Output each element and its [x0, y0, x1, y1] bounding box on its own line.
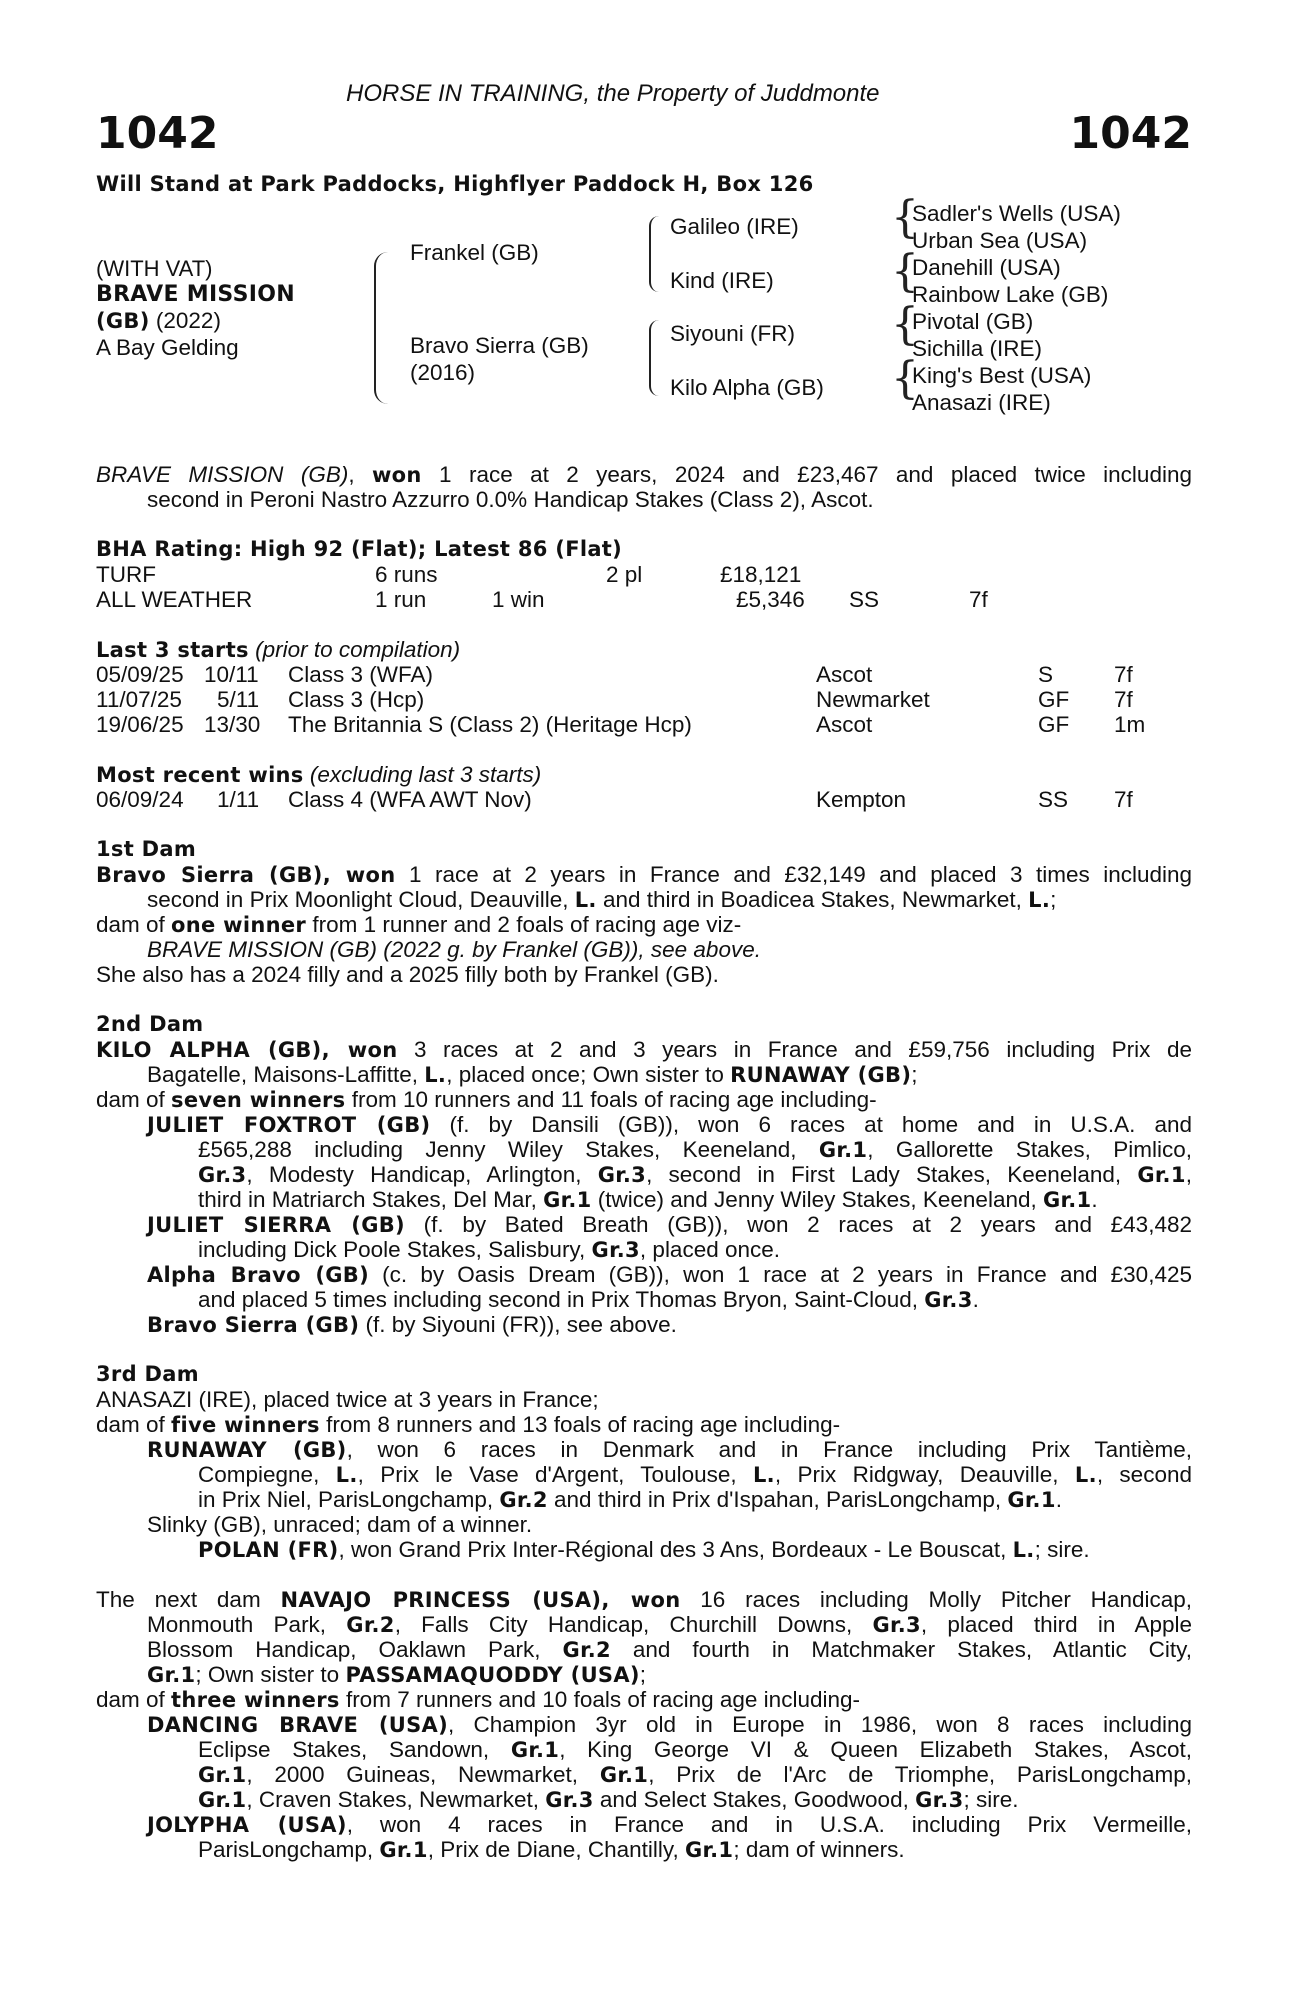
rating-surface: TURF [96, 562, 156, 587]
listed-marker: L. [574, 888, 597, 912]
progeny-text: , second [1096, 1462, 1192, 1487]
dam1-text: from 1 runner and 2 foals of racing age viz- [306, 912, 742, 937]
race-going: S [1038, 662, 1054, 687]
polan-line [198, 1537, 1090, 1563]
summary-line-2: second in Peroni Nastro Azzurro 0.0% Handicap Stakes (Class 2), Ascot. [147, 487, 874, 512]
next-dam-line-4 [147, 1662, 646, 1688]
race-course: Ascot [816, 662, 873, 687]
jolypha-line-1 [147, 1812, 1192, 1838]
progeny-text: , won Grand Prix Inter-Régional des 3 Ans, Bordeaux - Le Bouscat, [338, 1537, 1013, 1562]
dam1-line-1 [96, 862, 1192, 888]
dam1-name: Bravo Sierra (GB), won [96, 863, 396, 887]
progeny-name: Bravo Sierra (GB) [147, 1313, 360, 1337]
jolypha-line-2 [198, 1837, 905, 1863]
race-name: Class 4 (WFA AWT Nov) [288, 787, 532, 812]
race-date: 06/09/24 [96, 787, 184, 812]
progeny-text: in Prix Niel, ParisLongchamp, [198, 1487, 500, 1512]
progeny-text: (f. by Siyouni (FR)), see above. [359, 1312, 677, 1337]
race-course: Ascot [816, 712, 873, 737]
progeny-text: Compiegne, [198, 1462, 336, 1487]
group-marker: Gr.3 [198, 1163, 247, 1187]
runaway-line-1 [147, 1437, 1192, 1463]
pedigree-sire: Frankel (GB) [410, 240, 539, 265]
dam3-line-1: ANASAZI (IRE), placed twice at 3 years in France; [96, 1387, 599, 1412]
race-going: GF [1038, 712, 1070, 737]
progeny-text: , Modesty Handicap, Arlington, [246, 1162, 598, 1187]
dam2-text: ; [911, 1062, 918, 1087]
progeny-text: third in Matriarch Stakes, Del Mar, [198, 1187, 544, 1212]
dam2-heading: 2nd Dam [96, 1012, 204, 1036]
juliet-foxtrot-line-3 [198, 1162, 1192, 1188]
next-dam-text: Blossom Handicap, Oaklawn Park, [147, 1637, 563, 1662]
dam1-text: ; [1050, 887, 1057, 912]
pedigree-gg-1: Sadler's Wells (USA) [912, 201, 1121, 226]
group-marker: Gr.3 [872, 1613, 921, 1637]
progeny-text: . [1091, 1187, 1098, 1212]
dam3-heading: 3rd Dam [96, 1362, 199, 1386]
next-dam-text: Monmouth Park, [147, 1612, 347, 1637]
pedigree-sire-dam: Kind (IRE) [670, 268, 774, 293]
progeny-text: ; sire. [1034, 1537, 1090, 1562]
summary-won: won [371, 463, 422, 487]
page-header-title: HORSE IN TRAINING, the Property of Juddmonte [346, 80, 880, 107]
group-marker: Gr.3 [597, 1163, 647, 1187]
next-dam-line-2 [147, 1612, 1192, 1638]
progeny-text: and placed 5 times including second in Prix Thomas Bryon, Saint-Cloud, [198, 1287, 925, 1312]
progeny-name: RUNAWAY (GB) [147, 1438, 347, 1462]
pedigree-gg-8: Anasazi (IRE) [912, 390, 1051, 415]
group-marker: Gr.1 [510, 1738, 560, 1762]
horse-description: A Bay Gelding [96, 335, 239, 360]
juliet-foxtrot-line-2 [198, 1137, 1192, 1163]
dam2-text: dam of [96, 1087, 172, 1112]
pedigree-gg-7: King's Best (USA) [912, 363, 1092, 388]
race-date: 19/06/25 [96, 712, 184, 737]
recent-wins-title: Most recent wins [96, 763, 304, 787]
race-distance: 7f [1114, 687, 1133, 712]
sire-brace [649, 216, 659, 292]
rating-going: SS [849, 587, 880, 612]
dam1-heading: 1st Dam [96, 837, 197, 861]
dam2-name: KILO ALPHA (GB), won [96, 1038, 398, 1062]
dam1-line-3 [96, 912, 741, 938]
juliet-sierra-line-2 [198, 1237, 780, 1263]
progeny-text: , Prix de l'Arc de Triomphe, ParisLongchamp, [648, 1762, 1192, 1787]
gg-brace-4: { [891, 353, 919, 404]
dam2-text: 3 races at 2 and 3 years in France and £59,756 including Prix de [397, 1037, 1192, 1062]
progeny-text: ; sire. [963, 1787, 1019, 1812]
listed-marker: L. [335, 1463, 358, 1487]
group-marker: Gr.3 [591, 1238, 640, 1262]
progeny-text: , [1185, 1162, 1192, 1187]
dam1-line-4: BRAVE MISSION (GB) (2022 g. by Frankel (GB)), see above. [147, 937, 761, 962]
recent-wins-note: (excluding last 3 starts) [303, 762, 542, 787]
progeny-text: , Prix le Vase d'Argent, Toulouse, [357, 1462, 753, 1487]
dam1-winners: one winner [171, 913, 307, 937]
race-name: The Britannia S (Class 2) (Heritage Hcp) [288, 712, 692, 737]
progeny-text: (twice) and Jenny Wiley Stakes, Keeneland, [591, 1187, 1043, 1212]
progeny-name: DANCING BRAVE (USA) [147, 1713, 448, 1737]
pedigree-dam-dam: Kilo Alpha (GB) [670, 375, 824, 400]
pedigree-gg-4: Rainbow Lake (GB) [912, 282, 1109, 307]
juliet-foxtrot-line-1 [147, 1112, 1192, 1138]
dancing-brave-line-4 [198, 1787, 1019, 1813]
group-marker: Gr.2 [346, 1613, 395, 1637]
summary-text-1: 1 race at 2 years, 2024 and £23,467 and placed twice including [421, 462, 1192, 487]
dam3-winners: five winners [171, 1413, 320, 1437]
rating-runs: 1 run [375, 587, 427, 612]
summary-horse-name: BRAVE MISSION (GB) [96, 462, 349, 487]
next-dam-text: , placed third in Apple [920, 1612, 1192, 1637]
group-marker: Gr.3 [924, 1288, 973, 1312]
progeny-text: , Gallorette Stakes, Pimlico, [867, 1137, 1193, 1162]
slinky-line: Slinky (GB), unraced; dam of a winner. [147, 1512, 533, 1537]
dam3-text: from 8 runners and 13 foals of racing age including- [319, 1412, 841, 1437]
next-dam-text: , Falls City Handicap, Churchill Downs, [394, 1612, 873, 1637]
dam1-text: 1 race at 2 years in France and £32,149 and placed 3 times including [395, 862, 1193, 887]
dam2-line-2 [96, 1062, 918, 1088]
pedigree-gg-2: Urban Sea (USA) [912, 228, 1088, 253]
group-marker: Gr.3 [915, 1788, 964, 1812]
progeny-text: Eclipse Stakes, Sandown, [198, 1737, 511, 1762]
progeny-text: ; dam of winners. [733, 1837, 905, 1862]
pedigree-gg-3: Danehill (USA) [912, 255, 1061, 280]
progeny-text: , Prix de Diane, Chantilly, [427, 1837, 685, 1862]
rating-prize: £5,346 [736, 587, 805, 612]
runaway-line-3 [198, 1487, 1062, 1513]
progeny-text: , placed once. [639, 1237, 781, 1262]
group-marker: Gr.1 [599, 1763, 649, 1787]
alpha-bravo-line-1 [147, 1262, 1192, 1288]
rating-placed: 2 pl [606, 562, 643, 587]
listed-marker: L. [1074, 1463, 1097, 1487]
progeny-text: and third in Prix d'Ispahan, ParisLongchamp, [547, 1487, 1008, 1512]
next-dam-winners: three winners [171, 1688, 340, 1712]
pedigree-gg-6: Sichilla (IRE) [912, 336, 1043, 361]
race-distance: 7f [1114, 787, 1133, 812]
progeny-text: , King George VI & Queen Elizabeth Stakes, Ascot, [559, 1737, 1192, 1762]
pedigree-gg-5: Pivotal (GB) [912, 309, 1034, 334]
next-dam-line-1 [96, 1587, 1192, 1613]
dam1-line-2 [96, 887, 1056, 913]
next-dam-line-5 [96, 1687, 860, 1713]
race-position: 1/11 [217, 787, 260, 812]
progeny-text: (c. by Oasis Dream (GB)), won 1 race at 2 years in France and £30,425 [368, 1262, 1192, 1287]
progeny-text: and Select Stakes, Goodwood, [593, 1787, 916, 1812]
group-marker: Gr.1 [1043, 1188, 1092, 1212]
rating-distance: 7f [969, 587, 988, 612]
rating-surface: ALL WEATHER [96, 587, 253, 612]
progeny-text: , 2000 Guineas, Newmarket, [246, 1762, 600, 1787]
next-dam-text: The next dam [96, 1587, 281, 1612]
pedigree-main-brace [374, 252, 388, 404]
group-marker: Gr.2 [499, 1488, 548, 1512]
progeny-text: , Champion 3yr old in Europe in 1986, won 8 races including [447, 1712, 1192, 1737]
group-marker: Gr.1 [684, 1838, 734, 1862]
group-marker: Gr.3 [545, 1788, 594, 1812]
race-going: SS [1038, 787, 1069, 812]
race-position: 5/11 [217, 687, 260, 712]
rating-prize: £18,121 [720, 562, 802, 587]
race-distance: 1m [1114, 712, 1146, 737]
progeny-text: including Dick Poole Stakes, Salisbury, [198, 1237, 592, 1262]
next-dam-line-3 [147, 1637, 1192, 1663]
group-marker: Gr.1 [543, 1188, 592, 1212]
next-dam-text: dam of [96, 1687, 172, 1712]
race-date: 11/07/25 [96, 687, 182, 712]
dam3-line-2 [96, 1412, 840, 1438]
juliet-foxtrot-line-4 [198, 1187, 1098, 1213]
progeny-text: . [972, 1287, 979, 1312]
group-marker: Gr.1 [147, 1663, 196, 1687]
progeny-name: Alpha Bravo (GB) [147, 1263, 369, 1287]
listed-marker: L. [1012, 1538, 1035, 1562]
progeny-name: JULIET FOXTROT (GB) [147, 1113, 431, 1137]
progeny-name: JULIET SIERRA (GB) [147, 1213, 405, 1237]
next-dam-text: ; Own sister to [195, 1662, 346, 1687]
juliet-sierra-line-1 [147, 1212, 1192, 1238]
pedigree-dam-sire: Siyouni (FR) [670, 321, 796, 346]
race-date: 05/09/25 [96, 662, 184, 687]
last3-title: Last 3 starts [96, 638, 249, 662]
race-name: Class 3 (WFA) [288, 662, 434, 687]
progeny-text: , second in First Lady Stakes, Keeneland, [646, 1162, 1138, 1187]
next-dam-text: and fourth in Matchmaker Stakes, Atlantic City, [610, 1637, 1192, 1662]
dancing-brave-line-1 [147, 1712, 1192, 1738]
horse-year: (2022) [149, 308, 221, 333]
horse-country: (GB) [96, 309, 150, 333]
sibling-name: RUNAWAY (GB) [730, 1063, 912, 1087]
dam1-text: second in Prix Moonlight Cloud, Deauville, [147, 887, 575, 912]
dancing-brave-line-2 [198, 1737, 1192, 1763]
rating-runs: 6 runs [375, 562, 438, 587]
lot-number-left: 1042 [96, 108, 219, 159]
dam2-line-1 [96, 1037, 1192, 1063]
dam2-text: , placed once; Own sister to [446, 1062, 731, 1087]
horse-country-year [96, 308, 221, 334]
pedigree-dam: Bravo Sierra (GB) [410, 333, 589, 358]
progeny-text: , Craven Stakes, Newmarket, [246, 1787, 546, 1812]
lot-number-right: 1042 [1069, 108, 1192, 159]
dancing-brave-line-3 [198, 1762, 1192, 1788]
group-marker: Gr.1 [1137, 1163, 1186, 1187]
progeny-text: , won 6 races in Denmark and in France including Prix Tantième, [346, 1437, 1192, 1462]
progeny-text: ParisLongchamp, [198, 1837, 380, 1862]
last3-heading [96, 637, 460, 663]
group-marker: Gr.1 [818, 1138, 868, 1162]
group-marker: Gr.1 [379, 1838, 428, 1862]
group-marker: Gr.1 [1007, 1488, 1056, 1512]
listed-marker: L. [424, 1063, 447, 1087]
listed-marker: L. [1028, 888, 1051, 912]
dam1-text: and third in Boadicea Stakes, Newmarket, [596, 887, 1029, 912]
dam2-text: from 10 runners and 11 foals of racing age including- [345, 1087, 877, 1112]
group-marker: Gr.1 [198, 1788, 247, 1812]
progeny-name: POLAN (FR) [198, 1538, 339, 1562]
pedigree-sire-sire: Galileo (IRE) [670, 214, 799, 239]
gg-brace-2: { [891, 246, 919, 297]
race-position: 10/11 [204, 662, 259, 687]
dam3-text: dam of [96, 1412, 172, 1437]
listed-marker: L. [752, 1463, 775, 1487]
summary-line-1: BRAVE MISSION (GB), won 1 race at 2 years, 2024 and £23,467 and placed twice including [96, 462, 1192, 487]
horse-name: BRAVE MISSION [96, 282, 295, 307]
gg-brace-3: { [891, 299, 919, 350]
alpha-bravo-line-2 [198, 1287, 979, 1313]
race-name: Class 3 (Hcp) [288, 687, 425, 712]
progeny-text: (f. by Dansili (GB)), won 6 races at home and in U.S.A. and [430, 1112, 1192, 1137]
bha-rating-heading: BHA Rating: High 92 (Flat); Latest 86 (Flat) [96, 537, 623, 561]
dam1-text: dam of [96, 912, 172, 937]
dam1-line-5: She also has a 2024 filly and a 2025 filly both by Frankel (GB). [96, 962, 719, 987]
next-dam-text: 16 races including Molly Pitcher Handicap, [680, 1587, 1193, 1612]
next-dam-text: ; [639, 1662, 647, 1687]
progeny-text: £565,288 including Jenny Wiley Stakes, Keeneland, [198, 1137, 819, 1162]
group-marker: Gr.1 [198, 1763, 247, 1787]
progeny-text: . [1055, 1487, 1062, 1512]
progeny-name: JOLYPHA (USA) [147, 1813, 347, 1837]
progeny-text: , won 4 races in France and in U.S.A. including Prix Vermeille, [346, 1812, 1192, 1837]
dam2-line-3 [96, 1087, 877, 1113]
race-course: Kempton [816, 787, 907, 812]
race-going: GF [1038, 687, 1070, 712]
progeny-text: , Prix Ridgway, Deauville, [774, 1462, 1075, 1487]
progeny-text: (f. by Bated Breath (GB)), won 2 races at 2 years and £43,482 [404, 1212, 1192, 1237]
dam2-winners: seven winners [171, 1088, 346, 1112]
vat-note: (WITH VAT) [96, 256, 213, 281]
sibling-name: PASSAMAQUODDY (USA) [345, 1663, 640, 1687]
recent-wins-heading [96, 762, 541, 788]
race-course: Newmarket [816, 687, 930, 712]
runaway-line-2 [198, 1462, 1192, 1488]
stand-location: Will Stand at Park Paddocks, Highflyer Paddock H, Box 126 [96, 172, 814, 196]
last3-note: (prior to compilation) [248, 637, 461, 662]
race-position: 13/30 [204, 712, 261, 737]
next-dam-text: from 7 runners and 10 foals of racing age including- [339, 1687, 860, 1712]
race-distance: 7f [1114, 662, 1133, 687]
rating-wins: 1 win [492, 587, 545, 612]
gg-brace-1: { [891, 192, 919, 243]
pedigree-dam-year: (2016) [410, 360, 476, 385]
group-marker: Gr.2 [562, 1638, 611, 1662]
dam2-text: Bagatelle, Maisons-Laffitte, [147, 1062, 425, 1087]
dam-brace [649, 320, 659, 396]
next-dam-name: NAVAJO PRINCESS (USA), won [280, 1588, 681, 1612]
bravo-sierra-line [147, 1312, 677, 1338]
